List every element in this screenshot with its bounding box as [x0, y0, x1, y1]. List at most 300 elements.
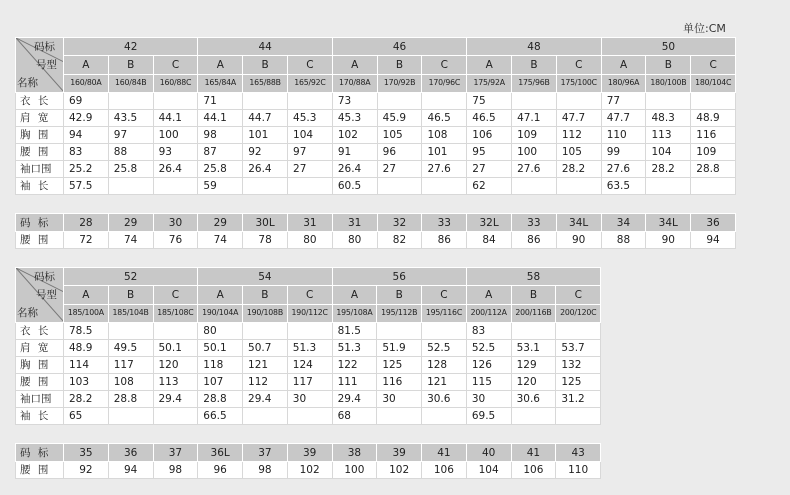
value-cell: 103	[64, 374, 109, 391]
value-cell: 110	[601, 127, 646, 144]
value-cell: 63.5	[601, 178, 646, 195]
value-cell: 28.2	[556, 161, 601, 178]
code-cell: 170/92B	[377, 74, 422, 92]
value-cell: 125	[556, 374, 601, 391]
value-cell	[153, 323, 198, 340]
value-cell: 29.4	[332, 391, 377, 408]
type-cell: A	[601, 56, 646, 74]
value-cell	[108, 323, 153, 340]
value-cell: 29.4	[153, 391, 198, 408]
pants-waist-row	[16, 462, 601, 479]
code-cell: 165/84A	[198, 74, 243, 92]
pants-waist-value: 88	[601, 232, 646, 249]
size-table-top	[15, 37, 736, 195]
value-cell: 25.2	[64, 161, 109, 178]
value-cell: 116	[691, 127, 736, 144]
type-cell: B	[512, 56, 557, 74]
pants-code: 39	[377, 444, 422, 462]
measure-row	[16, 340, 601, 357]
row-label: 肩 宽	[16, 110, 64, 127]
pants-code: 41	[422, 444, 467, 462]
value-cell: 109	[691, 144, 736, 161]
value-cell: 52.5	[466, 340, 511, 357]
value-cell: 59	[198, 178, 243, 195]
type-row	[16, 286, 601, 304]
value-cell: 81.5	[332, 323, 377, 340]
pants-header-label: 码 标	[16, 444, 64, 462]
value-cell: 45.9	[377, 110, 422, 127]
value-cell: 30	[287, 391, 332, 408]
value-cell: 45.3	[288, 110, 333, 127]
value-cell: 65	[64, 408, 109, 425]
pants-waist-value: 92	[64, 462, 109, 479]
value-cell: 101	[243, 127, 288, 144]
value-cell: 117	[287, 374, 332, 391]
value-cell	[153, 408, 198, 425]
value-cell: 57.5	[64, 178, 109, 195]
pants-code: 30L	[243, 214, 288, 232]
row-label: 肩 宽	[16, 340, 64, 357]
measure-row	[16, 127, 736, 144]
pants-waist-value: 80	[287, 232, 332, 249]
type-cell: A	[332, 286, 377, 304]
value-cell	[422, 323, 467, 340]
value-cell: 46.5	[467, 110, 512, 127]
value-cell: 104	[646, 144, 691, 161]
type-cell: A	[466, 286, 511, 304]
value-cell: 27.6	[601, 161, 646, 178]
measure-row	[16, 110, 736, 127]
type-row	[16, 56, 736, 74]
value-cell: 49.5	[108, 340, 153, 357]
size-group-row	[16, 268, 601, 286]
value-cell: 95	[467, 144, 512, 161]
value-cell	[511, 323, 556, 340]
type-cell: B	[243, 286, 288, 304]
pants-waist-value: 78	[243, 232, 288, 249]
value-cell: 25.8	[198, 161, 243, 178]
type-cell: A	[332, 56, 377, 74]
measure-row	[16, 391, 601, 408]
value-cell	[243, 408, 288, 425]
value-cell: 117	[108, 357, 153, 374]
value-cell: 118	[198, 357, 243, 374]
value-cell	[108, 178, 153, 195]
value-cell: 109	[512, 127, 557, 144]
value-cell: 66.5	[198, 408, 243, 425]
type-cell: B	[511, 286, 556, 304]
pants-waist-value: 102	[377, 462, 422, 479]
value-cell: 78.5	[64, 323, 109, 340]
value-cell: 102	[332, 127, 377, 144]
value-cell: 53.1	[511, 340, 556, 357]
value-cell: 97	[288, 144, 333, 161]
type-cell: B	[108, 56, 153, 74]
value-cell: 30.6	[511, 391, 556, 408]
value-cell: 60.5	[332, 178, 377, 195]
measure-row	[16, 357, 601, 374]
type-cell: B	[646, 56, 691, 74]
value-cell	[153, 93, 198, 110]
pants-waist-value: 94	[108, 462, 153, 479]
size-group: 54	[198, 268, 332, 286]
pants-waist-value: 96	[198, 462, 243, 479]
value-cell: 105	[556, 144, 601, 161]
value-cell: 100	[153, 127, 198, 144]
pants-waist-value: 110	[556, 462, 601, 479]
pants-code: 43	[556, 444, 601, 462]
code-cell: 190/108B	[243, 304, 288, 322]
row-label: 腰 围	[16, 144, 64, 161]
pants-code: 35	[64, 444, 109, 462]
code-row	[16, 74, 736, 92]
pants-waist-value: 90	[556, 232, 601, 249]
size-label: 码标	[34, 41, 55, 53]
type-cell: A	[467, 56, 512, 74]
pants-waist-value: 72	[64, 232, 109, 249]
pants-code-row	[16, 214, 736, 232]
value-cell: 27.6	[422, 161, 467, 178]
value-cell: 112	[243, 374, 288, 391]
code-cell: 200/120C	[556, 304, 601, 322]
value-cell	[108, 93, 153, 110]
pants-code: 34L	[646, 214, 691, 232]
code-cell: 195/108A	[332, 304, 377, 322]
type-cell: C	[422, 286, 467, 304]
size-label: 码标	[34, 271, 55, 283]
pants-code: 37	[153, 444, 198, 462]
value-cell: 124	[287, 357, 332, 374]
measure-row	[16, 408, 601, 425]
value-cell: 77	[601, 93, 646, 110]
value-cell	[556, 323, 601, 340]
code-cell: 180/100B	[646, 74, 691, 92]
pants-code: 29	[198, 214, 243, 232]
value-cell: 45.3	[332, 110, 377, 127]
size-group: 46	[332, 38, 466, 56]
value-cell: 101	[422, 144, 467, 161]
value-cell: 114	[64, 357, 109, 374]
size-group: 56	[332, 268, 466, 286]
pants-code: 33	[511, 214, 556, 232]
value-cell: 128	[422, 357, 467, 374]
diagonal-header	[16, 38, 64, 93]
value-cell	[377, 178, 422, 195]
pants-waist-value: 98	[243, 462, 288, 479]
diagonal-header	[16, 268, 64, 323]
pants-code: 36	[108, 444, 153, 462]
value-cell: 83	[466, 323, 511, 340]
value-cell: 30	[466, 391, 511, 408]
value-cell: 30.6	[422, 391, 467, 408]
code-cell: 165/88B	[243, 74, 288, 92]
value-cell: 52.5	[422, 340, 467, 357]
pants-header-label: 码 标	[16, 214, 64, 232]
value-cell	[646, 93, 691, 110]
value-cell: 80	[198, 323, 243, 340]
pants-code: 41	[511, 444, 556, 462]
value-cell: 120	[153, 357, 198, 374]
value-cell: 26.4	[153, 161, 198, 178]
value-cell: 120	[511, 374, 556, 391]
value-cell	[288, 178, 333, 195]
pants-waist-value: 104	[466, 462, 511, 479]
value-cell: 125	[377, 357, 422, 374]
value-cell: 108	[422, 127, 467, 144]
value-cell: 50.7	[243, 340, 288, 357]
type-cell: C	[288, 56, 333, 74]
code-cell: 190/104A	[198, 304, 243, 322]
value-cell: 28.8	[198, 391, 243, 408]
size-group: 58	[466, 268, 600, 286]
value-cell: 29.4	[243, 391, 288, 408]
pants-waist-label: 腰 围	[16, 462, 64, 479]
row-label: 袖 长	[16, 178, 64, 195]
pants-code: 39	[287, 444, 332, 462]
pants-waist-value: 100	[332, 462, 377, 479]
code-cell: 195/112B	[377, 304, 422, 322]
value-cell: 27	[288, 161, 333, 178]
value-cell: 88	[108, 144, 153, 161]
measure-row	[16, 93, 736, 110]
pants-code: 30	[153, 214, 198, 232]
value-cell	[511, 408, 556, 425]
value-cell: 27	[467, 161, 512, 178]
value-cell: 48.9	[691, 110, 736, 127]
value-cell	[288, 93, 333, 110]
type-label: 号型	[36, 59, 57, 71]
code-cell: 175/100C	[556, 74, 601, 92]
code-cell: 160/80A	[64, 74, 109, 92]
row-label: 衣 长	[16, 93, 64, 110]
code-cell: 160/84B	[108, 74, 153, 92]
measure-row	[16, 374, 601, 391]
value-cell	[512, 178, 557, 195]
row-label: 腰 围	[16, 374, 64, 391]
pants-waist-value: 102	[287, 462, 332, 479]
pants-code: 32	[377, 214, 422, 232]
code-cell: 170/88A	[332, 74, 377, 92]
value-cell: 121	[243, 357, 288, 374]
pants-waist-row	[16, 232, 736, 249]
value-cell: 92	[243, 144, 288, 161]
value-cell: 106	[467, 127, 512, 144]
pants-code: 36	[691, 214, 736, 232]
value-cell: 42.9	[64, 110, 109, 127]
pants-code: 37	[243, 444, 288, 462]
value-cell	[377, 93, 422, 110]
row-label: 胸 围	[16, 357, 64, 374]
value-cell: 48.9	[64, 340, 109, 357]
value-cell: 50.1	[153, 340, 198, 357]
pants-table-top	[15, 213, 736, 249]
value-cell: 94	[64, 127, 109, 144]
pants-code: 34	[601, 214, 646, 232]
value-cell: 28.2	[646, 161, 691, 178]
type-cell: A	[198, 56, 243, 74]
measure-row	[16, 144, 736, 161]
code-cell: 185/104B	[108, 304, 153, 322]
name-label: 名称	[17, 307, 38, 319]
type-cell: B	[377, 286, 422, 304]
value-cell	[243, 178, 288, 195]
type-cell: C	[691, 56, 736, 74]
value-cell	[691, 178, 736, 195]
value-cell	[556, 93, 601, 110]
pants-waist-value: 80	[332, 232, 377, 249]
pants-waist-value: 106	[511, 462, 556, 479]
code-cell: 180/96A	[601, 74, 646, 92]
pants-waist-value: 82	[377, 232, 422, 249]
value-cell: 51.3	[287, 340, 332, 357]
code-cell: 170/96C	[422, 74, 467, 92]
type-cell: B	[377, 56, 422, 74]
value-cell: 53.7	[556, 340, 601, 357]
measure-row	[16, 161, 736, 178]
pants-waist-value: 74	[108, 232, 153, 249]
pants-waist-value: 74	[198, 232, 243, 249]
code-cell: 180/104C	[691, 74, 736, 92]
value-cell: 44.7	[243, 110, 288, 127]
code-cell: 195/116C	[422, 304, 467, 322]
pants-waist-value: 86	[422, 232, 467, 249]
value-cell: 105	[377, 127, 422, 144]
pants-code: 31	[287, 214, 332, 232]
pants-code: 28	[64, 214, 109, 232]
value-cell: 108	[108, 374, 153, 391]
value-cell	[377, 323, 422, 340]
type-label: 号型	[36, 289, 57, 301]
pants-code: 34L	[556, 214, 601, 232]
value-cell: 126	[466, 357, 511, 374]
name-label: 名称	[17, 77, 38, 89]
size-group: 52	[64, 268, 198, 286]
value-cell: 69.5	[466, 408, 511, 425]
pants-waist-value: 90	[646, 232, 691, 249]
code-cell: 175/96B	[512, 74, 557, 92]
value-cell: 73	[332, 93, 377, 110]
value-cell: 75	[467, 93, 512, 110]
pants-waist-value: 106	[422, 462, 467, 479]
code-row	[16, 304, 601, 322]
value-cell	[108, 408, 153, 425]
value-cell	[153, 178, 198, 195]
value-cell: 100	[512, 144, 557, 161]
value-cell: 116	[377, 374, 422, 391]
value-cell: 115	[466, 374, 511, 391]
size-group: 48	[467, 38, 601, 56]
pants-code: 33	[422, 214, 467, 232]
value-cell: 91	[332, 144, 377, 161]
pants-code: 32L	[467, 214, 512, 232]
value-cell: 87	[198, 144, 243, 161]
value-cell: 96	[377, 144, 422, 161]
type-cell: C	[287, 286, 332, 304]
value-cell: 83	[64, 144, 109, 161]
value-cell: 48.3	[646, 110, 691, 127]
value-cell	[287, 323, 332, 340]
value-cell: 97	[108, 127, 153, 144]
value-cell: 62	[467, 178, 512, 195]
value-cell: 47.7	[601, 110, 646, 127]
pants-waist-value: 76	[153, 232, 198, 249]
code-cell: 190/112C	[287, 304, 332, 322]
value-cell: 129	[511, 357, 556, 374]
type-cell: B	[243, 56, 288, 74]
value-cell: 68	[332, 408, 377, 425]
unit-label: 单位:CM	[683, 22, 726, 35]
value-cell: 99	[601, 144, 646, 161]
value-cell: 104	[288, 127, 333, 144]
value-cell: 50.1	[198, 340, 243, 357]
value-cell: 31.2	[556, 391, 601, 408]
code-cell: 200/112A	[466, 304, 511, 322]
value-cell: 28.2	[64, 391, 109, 408]
row-label: 衣 长	[16, 323, 64, 340]
measure-row	[16, 178, 736, 195]
value-cell	[243, 93, 288, 110]
value-cell: 98	[198, 127, 243, 144]
pants-code: 40	[466, 444, 511, 462]
pants-waist-value: 84	[467, 232, 512, 249]
value-cell: 25.8	[108, 161, 153, 178]
size-group: 42	[64, 38, 198, 56]
value-cell	[243, 323, 288, 340]
value-cell	[422, 93, 467, 110]
value-cell: 112	[556, 127, 601, 144]
value-cell: 26.4	[243, 161, 288, 178]
type-cell: C	[422, 56, 467, 74]
value-cell: 122	[332, 357, 377, 374]
code-cell: 200/116B	[511, 304, 556, 322]
type-cell: C	[153, 286, 198, 304]
size-group-row	[16, 38, 736, 56]
value-cell: 47.1	[512, 110, 557, 127]
value-cell: 132	[556, 357, 601, 374]
code-cell: 175/92A	[467, 74, 512, 92]
value-cell	[422, 178, 467, 195]
value-cell: 121	[422, 374, 467, 391]
type-cell: A	[198, 286, 243, 304]
type-cell: C	[556, 286, 601, 304]
value-cell: 47.7	[556, 110, 601, 127]
value-cell: 44.1	[153, 110, 198, 127]
value-cell: 30	[377, 391, 422, 408]
code-cell: 160/88C	[153, 74, 198, 92]
value-cell: 27.6	[512, 161, 557, 178]
value-cell	[556, 178, 601, 195]
pants-waist-value: 94	[691, 232, 736, 249]
measure-row	[16, 323, 601, 340]
value-cell: 69	[64, 93, 109, 110]
row-label: 袖口围	[16, 161, 64, 178]
code-cell: 185/108C	[153, 304, 198, 322]
type-cell: C	[556, 56, 601, 74]
value-cell	[422, 408, 467, 425]
code-cell: 185/100A	[64, 304, 109, 322]
value-cell	[287, 408, 332, 425]
type-cell: B	[108, 286, 153, 304]
pants-code: 36L	[198, 444, 243, 462]
value-cell: 93	[153, 144, 198, 161]
pants-code: 29	[108, 214, 153, 232]
value-cell: 28.8	[691, 161, 736, 178]
row-label: 袖 长	[16, 408, 64, 425]
value-cell: 27	[377, 161, 422, 178]
value-cell: 26.4	[332, 161, 377, 178]
type-cell: C	[153, 56, 198, 74]
value-cell	[512, 93, 557, 110]
